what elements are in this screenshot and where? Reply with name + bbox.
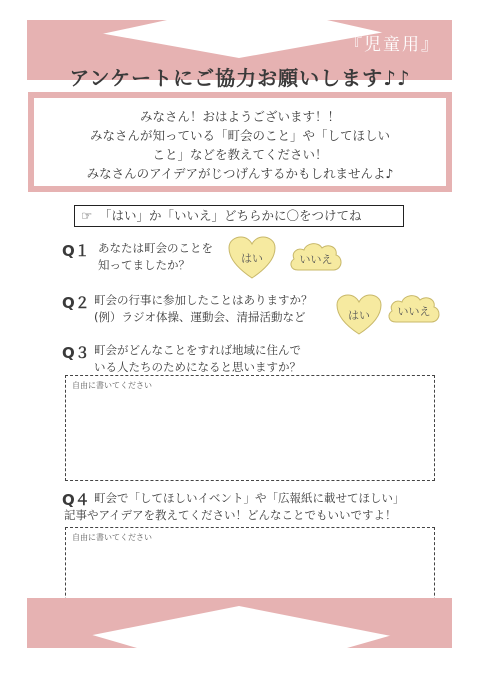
q1-no-option[interactable]: いいえ (299, 253, 333, 266)
q1-line: 知ってましたか？ (98, 258, 190, 272)
q3-text (94, 342, 301, 376)
intro-line: みなさんのアイデアがじつげんするかもしれませんよ♪ (86, 166, 394, 181)
intro-text (34, 98, 446, 186)
footer-band (27, 598, 452, 648)
q3-answer-field[interactable] (65, 375, 435, 481)
intro-line: みなさんが知っている「町会のこと」や「してほしい (89, 128, 390, 143)
audience-stamp: 『児童用』 (345, 35, 440, 55)
footer-decoration (27, 598, 452, 648)
intro-frame (28, 92, 452, 192)
q2-yes-option[interactable]: はい (348, 309, 370, 322)
q3-label: Q３ (62, 344, 90, 362)
q3-line: 町会がどんなことをすれば地域に住んで (94, 343, 301, 357)
q4-label: Q４ (62, 491, 90, 509)
q4-line: 記事やアイデアを教えてください！どんなことでもいいですよ！ (64, 508, 397, 522)
q2-text (94, 292, 313, 326)
q3-placeholder: 自由に書いてください (72, 381, 152, 390)
pointing-hand-icon: ☞ (81, 208, 93, 223)
q2-line: 町会の行事に参加したことはありますか？ (94, 293, 313, 307)
instruction-box (74, 205, 404, 227)
q2-no-option[interactable]: いいえ (397, 305, 431, 318)
q1-yes-option[interactable]: はい (241, 252, 263, 265)
q4-line: 町会で「してほしいイベント」や「広報紙に載せてほしい」 (94, 491, 405, 505)
q1-label: Q１ (62, 242, 90, 260)
q1-line: あなたは町会のことを (98, 241, 213, 255)
q2-line: (例）ラジオ体操、運動会、清掃活動など (94, 310, 306, 324)
q4-placeholder: 自由に書いてください (72, 533, 152, 542)
intro-line: こと」などを教えてください！ (152, 147, 328, 162)
q3-line: いる人たちのためになると思いますか？ (94, 360, 301, 374)
q2-label: Q２ (62, 294, 90, 312)
instruction-text: 「はい」か「いいえ」どちらかに〇をつけてね (99, 208, 362, 223)
q1-text (98, 240, 213, 274)
intro-line: みなさん！おはようございます！！ (139, 109, 340, 124)
page-title: アンケートにご協力お願いします♪♪ (69, 66, 411, 90)
